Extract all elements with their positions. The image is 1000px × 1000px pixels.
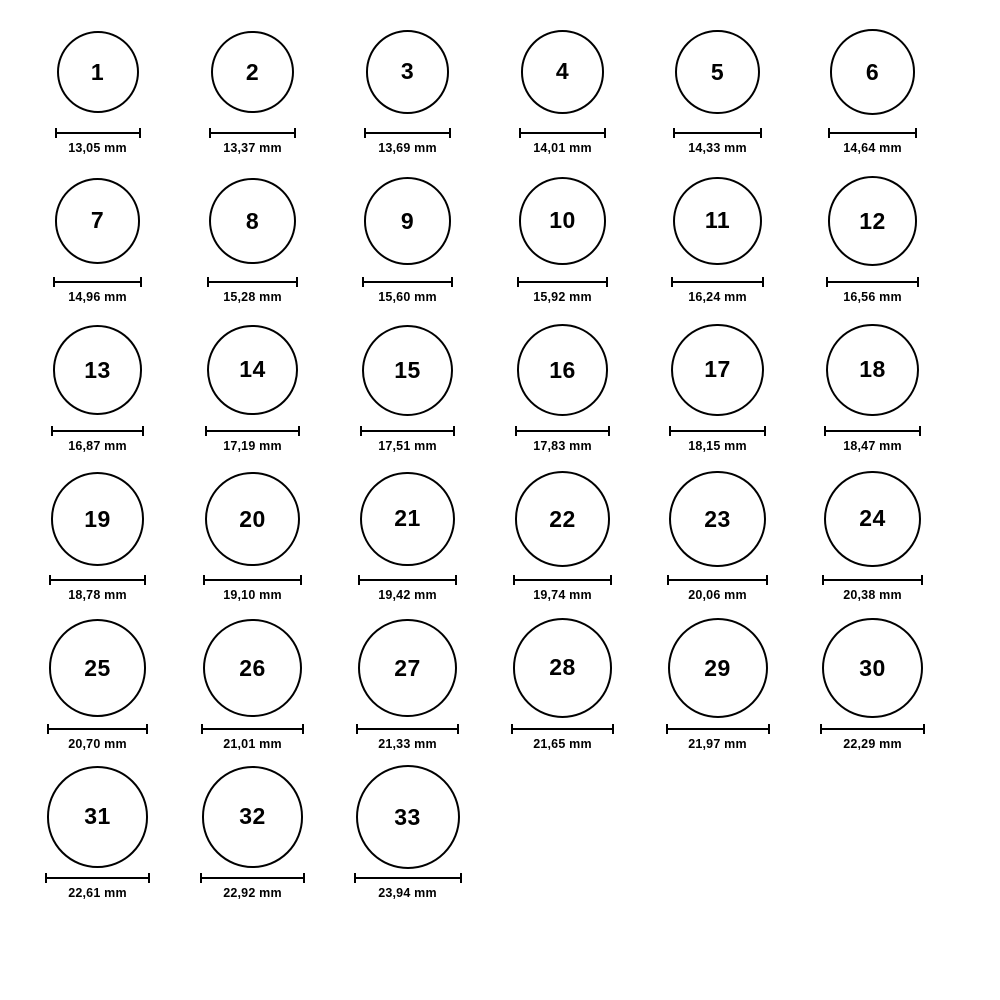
- ring-circle-icon: [53, 325, 143, 415]
- ring-size-cell: [795, 167, 950, 304]
- ring-size-label: 29: [704, 654, 731, 681]
- ring-circle-wrapper: [55, 167, 141, 275]
- ring-measurement: [200, 873, 306, 900]
- ring-circle-icon: [673, 177, 761, 265]
- ring-size-cell: [20, 316, 175, 453]
- caliper-icon: [511, 724, 614, 733]
- caliper-icon: [824, 426, 921, 435]
- caliper-icon: [517, 277, 609, 286]
- ring-size-label: 22: [549, 505, 576, 532]
- ring-circle-wrapper: [207, 316, 297, 424]
- ring-diameter-mm: 22,92 mm: [223, 886, 282, 900]
- ring-size-cell: [485, 316, 640, 453]
- ring-diameter-mm: 15,60 mm: [378, 290, 437, 304]
- ring-circle-icon: [515, 471, 611, 567]
- ring-measurement: [511, 724, 614, 751]
- ring-diameter-mm: 19,74 mm: [533, 588, 592, 602]
- ring-measurement: [356, 724, 459, 751]
- ring-size-cell: [795, 316, 950, 453]
- ring-measurement: [53, 277, 143, 304]
- ring-circle-icon: [828, 176, 917, 265]
- ring-circle-icon: [671, 324, 763, 416]
- ring-measurement: [209, 128, 296, 155]
- ring-measurement: [360, 426, 455, 453]
- caliper-icon: [209, 128, 296, 137]
- ring-circle-wrapper: [53, 316, 143, 424]
- ring-circle-wrapper: [203, 614, 301, 722]
- ring-measurement: [824, 426, 921, 453]
- ring-measurement: [354, 873, 462, 900]
- ring-size-cell: [175, 614, 330, 751]
- ring-measurement: [822, 575, 923, 602]
- ring-size-cell: [795, 465, 950, 602]
- ring-size-label: 19: [84, 505, 111, 532]
- ring-size-cell: [175, 465, 330, 602]
- ring-measurement: [671, 277, 763, 304]
- caliper-icon: [205, 426, 299, 435]
- ring-size-label: 11: [704, 207, 731, 234]
- ring-circle-wrapper: [675, 18, 760, 126]
- ring-circle-icon: [207, 325, 297, 415]
- caliper-icon: [51, 426, 145, 435]
- ring-measurement: [517, 277, 609, 304]
- ring-size-cell: [485, 614, 640, 751]
- ring-size-cell: [485, 465, 640, 602]
- ring-diameter-mm: 21,33 mm: [378, 737, 437, 751]
- ring-measurement: [362, 277, 453, 304]
- caliper-icon: [55, 128, 141, 137]
- ring-circle-wrapper: [209, 167, 296, 275]
- ring-circle-icon: [822, 618, 923, 719]
- ring-size-row: [20, 316, 980, 465]
- caliper-icon: [201, 724, 303, 733]
- ring-circle-icon: [47, 766, 148, 867]
- ring-measurement: [207, 277, 298, 304]
- caliper-icon: [203, 575, 301, 584]
- ring-circle-icon: [366, 30, 449, 113]
- ring-size-label: 25: [84, 654, 111, 681]
- caliper-icon: [673, 128, 762, 137]
- ring-diameter-mm: 14,33 mm: [688, 141, 747, 155]
- caliper-icon: [207, 277, 298, 286]
- ring-size-cell: [640, 465, 795, 602]
- ring-diameter-mm: 14,96 mm: [68, 290, 127, 304]
- ring-circle-wrapper: [673, 167, 761, 275]
- ring-diameter-mm: 21,01 mm: [223, 737, 282, 751]
- ring-circle-icon: [824, 471, 921, 568]
- ring-measurement: [205, 426, 299, 453]
- ring-size-label: 1: [90, 58, 105, 85]
- ring-circle-wrapper: [824, 465, 921, 573]
- ring-diameter-mm: 13,37 mm: [223, 141, 282, 155]
- ring-diameter-mm: 19,42 mm: [378, 588, 437, 602]
- ring-size-cell: [330, 614, 485, 751]
- ring-diameter-mm: 16,87 mm: [68, 439, 127, 453]
- ring-circle-wrapper: [358, 614, 457, 722]
- ring-circle-wrapper: [826, 316, 919, 424]
- ring-measurement: [49, 575, 147, 602]
- ring-size-cell: [640, 614, 795, 751]
- ring-size-label: 16: [549, 356, 576, 383]
- caliper-icon: [822, 575, 923, 584]
- caliper-icon: [358, 575, 457, 584]
- ring-measurement: [45, 873, 150, 900]
- ring-circle-wrapper: [515, 465, 611, 573]
- ring-measurement: [519, 128, 607, 155]
- ring-diameter-mm: 15,28 mm: [223, 290, 282, 304]
- ring-circle-icon: [826, 324, 919, 417]
- ring-size-cell: [485, 18, 640, 155]
- ring-size-cell: [20, 614, 175, 751]
- caliper-icon: [362, 277, 453, 286]
- ring-size-label: 5: [710, 58, 725, 85]
- ring-size-cell: [485, 167, 640, 304]
- caliper-icon: [671, 277, 763, 286]
- ring-measurement: [828, 128, 917, 155]
- caliper-icon: [515, 426, 611, 435]
- ring-circle-icon: [205, 472, 299, 566]
- ring-size-row: [20, 614, 980, 763]
- ring-size-cell: [330, 167, 485, 304]
- ring-size-label: 12: [859, 207, 886, 234]
- ring-measurement: [47, 724, 149, 751]
- ring-size-cell: [330, 465, 485, 602]
- ring-size-row: [20, 167, 980, 316]
- ring-size-label: 20: [239, 505, 266, 532]
- caliper-icon: [666, 724, 770, 733]
- ring-size-cell: [795, 614, 950, 751]
- ring-size-label: 2: [245, 58, 260, 85]
- ring-diameter-mm: 13,69 mm: [378, 141, 437, 155]
- ring-circle-wrapper: [671, 316, 763, 424]
- ring-circle-icon: [362, 325, 453, 416]
- ring-size-label: 31: [84, 803, 111, 830]
- caliper-icon: [45, 873, 150, 882]
- ring-measurement: [673, 128, 762, 155]
- ring-circle-wrapper: [517, 316, 609, 424]
- ring-circle-wrapper: [366, 18, 449, 126]
- ring-size-label: 23: [704, 505, 731, 532]
- ring-circle-icon: [669, 471, 765, 567]
- ring-circle-icon: [517, 324, 609, 416]
- ring-circle-wrapper: [828, 167, 917, 275]
- ring-circle-wrapper: [513, 614, 612, 722]
- caliper-icon: [667, 575, 767, 584]
- ring-size-label: 7: [90, 207, 105, 234]
- ring-size-label: 3: [400, 58, 415, 85]
- ring-size-cell: [175, 763, 330, 900]
- ring-size-cell: [330, 316, 485, 453]
- ring-diameter-mm: 16,56 mm: [843, 290, 902, 304]
- ring-size-cell: [20, 763, 175, 900]
- ring-measurement: [364, 128, 451, 155]
- ring-diameter-mm: 14,01 mm: [533, 141, 592, 155]
- ring-measurement: [515, 426, 611, 453]
- ring-measurement: [513, 575, 613, 602]
- ring-size-cell: [20, 167, 175, 304]
- ring-measurement: [358, 575, 457, 602]
- ring-diameter-mm: 18,47 mm: [843, 439, 902, 453]
- ring-size-cell: [330, 763, 485, 900]
- ring-circle-wrapper: [57, 18, 139, 126]
- ring-size-label: 32: [239, 803, 266, 830]
- caliper-icon: [49, 575, 147, 584]
- ring-measurement: [203, 575, 301, 602]
- ring-circle-icon: [49, 619, 147, 717]
- ring-size-label: 27: [394, 654, 421, 681]
- ring-size-label: 21: [394, 505, 421, 532]
- ring-size-label: 26: [239, 654, 266, 681]
- ring-circle-wrapper: [669, 465, 765, 573]
- ring-diameter-mm: 17,51 mm: [378, 439, 437, 453]
- ring-circle-icon: [364, 177, 451, 264]
- ring-circle-wrapper: [360, 465, 455, 573]
- ring-size-label: 6: [865, 58, 880, 85]
- ring-size-label: 24: [859, 505, 886, 532]
- ring-circle-icon: [51, 472, 145, 566]
- ring-circle-icon: [55, 178, 141, 264]
- ring-measurement: [55, 128, 141, 155]
- ring-circle-icon: [513, 618, 612, 717]
- ring-circle-icon: [360, 472, 455, 567]
- ring-circle-icon: [519, 177, 607, 265]
- ring-size-label: 8: [245, 207, 260, 234]
- ring-size-label: 13: [84, 356, 111, 383]
- ring-diameter-mm: 21,97 mm: [688, 737, 747, 751]
- caliper-icon: [364, 128, 451, 137]
- ring-diameter-mm: 13,05 mm: [68, 141, 127, 155]
- ring-circle-icon: [356, 765, 460, 869]
- ring-circle-wrapper: [49, 614, 147, 722]
- ring-measurement: [666, 724, 770, 751]
- ring-circle-wrapper: [51, 465, 145, 573]
- ring-circle-wrapper: [521, 18, 605, 126]
- ring-circle-wrapper: [211, 18, 294, 126]
- ring-measurement: [826, 277, 919, 304]
- ring-diameter-mm: 18,78 mm: [68, 588, 127, 602]
- ring-measurement: [669, 426, 765, 453]
- ring-size-cell: [640, 18, 795, 155]
- ring-circle-wrapper: [47, 763, 148, 871]
- ring-circle-icon: [211, 31, 294, 114]
- ring-diameter-mm: 22,61 mm: [68, 886, 127, 900]
- ring-circle-icon: [203, 619, 301, 717]
- ring-circle-wrapper: [364, 167, 451, 275]
- ring-size-row: [20, 18, 980, 167]
- ring-size-label: 33: [394, 803, 421, 830]
- caliper-icon: [200, 873, 306, 882]
- ring-diameter-mm: 23,94 mm: [378, 886, 437, 900]
- ring-size-cell: [175, 167, 330, 304]
- ring-circle-wrapper: [356, 763, 460, 871]
- ring-diameter-mm: 21,65 mm: [533, 737, 592, 751]
- ring-measurement: [667, 575, 767, 602]
- ring-diameter-mm: 18,15 mm: [688, 439, 747, 453]
- caliper-icon: [354, 873, 462, 882]
- ring-diameter-mm: 19,10 mm: [223, 588, 282, 602]
- ring-circle-wrapper: [830, 18, 915, 126]
- ring-size-cell: [20, 465, 175, 602]
- ring-size-cell: [795, 18, 950, 155]
- ring-diameter-mm: 17,19 mm: [223, 439, 282, 453]
- ring-diameter-mm: 16,24 mm: [688, 290, 747, 304]
- ring-size-label: 14: [239, 356, 266, 383]
- ring-size-label: 9: [400, 207, 415, 234]
- ring-measurement: [201, 724, 303, 751]
- caliper-icon: [669, 426, 765, 435]
- ring-size-cell: [175, 316, 330, 453]
- caliper-icon: [513, 575, 613, 584]
- ring-circle-icon: [209, 178, 296, 265]
- ring-circle-icon: [830, 29, 915, 114]
- caliper-icon: [826, 277, 919, 286]
- ring-measurement: [820, 724, 925, 751]
- ring-circle-icon: [358, 619, 457, 718]
- ring-size-label: 17: [704, 356, 731, 383]
- caliper-icon: [53, 277, 143, 286]
- ring-circle-wrapper: [822, 614, 923, 722]
- ring-circle-icon: [521, 30, 605, 114]
- ring-diameter-mm: 20,06 mm: [688, 588, 747, 602]
- caliper-icon: [356, 724, 459, 733]
- ring-size-label: 30: [859, 654, 886, 681]
- ring-diameter-mm: 20,38 mm: [843, 588, 902, 602]
- caliper-icon: [47, 724, 149, 733]
- caliper-icon: [828, 128, 917, 137]
- ring-size-cell: [20, 18, 175, 155]
- ring-circle-icon: [57, 31, 139, 113]
- caliper-icon: [820, 724, 925, 733]
- ring-size-cell: [640, 167, 795, 304]
- ring-diameter-mm: 17,83 mm: [533, 439, 592, 453]
- ring-size-cell: [175, 18, 330, 155]
- ring-circle-wrapper: [362, 316, 453, 424]
- ring-diameter-mm: 14,64 mm: [843, 141, 902, 155]
- ring-circle-wrapper: [668, 614, 768, 722]
- ring-size-label: 15: [394, 356, 421, 383]
- ring-size-label: 28: [549, 654, 576, 681]
- ring-circle-wrapper: [519, 167, 607, 275]
- ring-circle-wrapper: [205, 465, 299, 573]
- ring-size-label: 18: [859, 356, 886, 383]
- ring-circle-icon: [668, 618, 768, 718]
- caliper-icon: [360, 426, 455, 435]
- ring-circle-wrapper: [202, 763, 304, 871]
- ring-size-label: 10: [549, 207, 576, 234]
- ring-size-label: 4: [555, 58, 570, 85]
- ring-measurement: [51, 426, 145, 453]
- ring-size-cell: [640, 316, 795, 453]
- ring-diameter-mm: 20,70 mm: [68, 737, 127, 751]
- ring-diameter-mm: 15,92 mm: [533, 290, 592, 304]
- ring-circle-icon: [675, 30, 760, 115]
- ring-diameter-mm: 22,29 mm: [843, 737, 902, 751]
- ring-circle-icon: [202, 766, 304, 868]
- ring-size-row: [20, 763, 980, 912]
- ring-size-cell: [330, 18, 485, 155]
- caliper-icon: [519, 128, 607, 137]
- ring-size-row: [20, 465, 980, 614]
